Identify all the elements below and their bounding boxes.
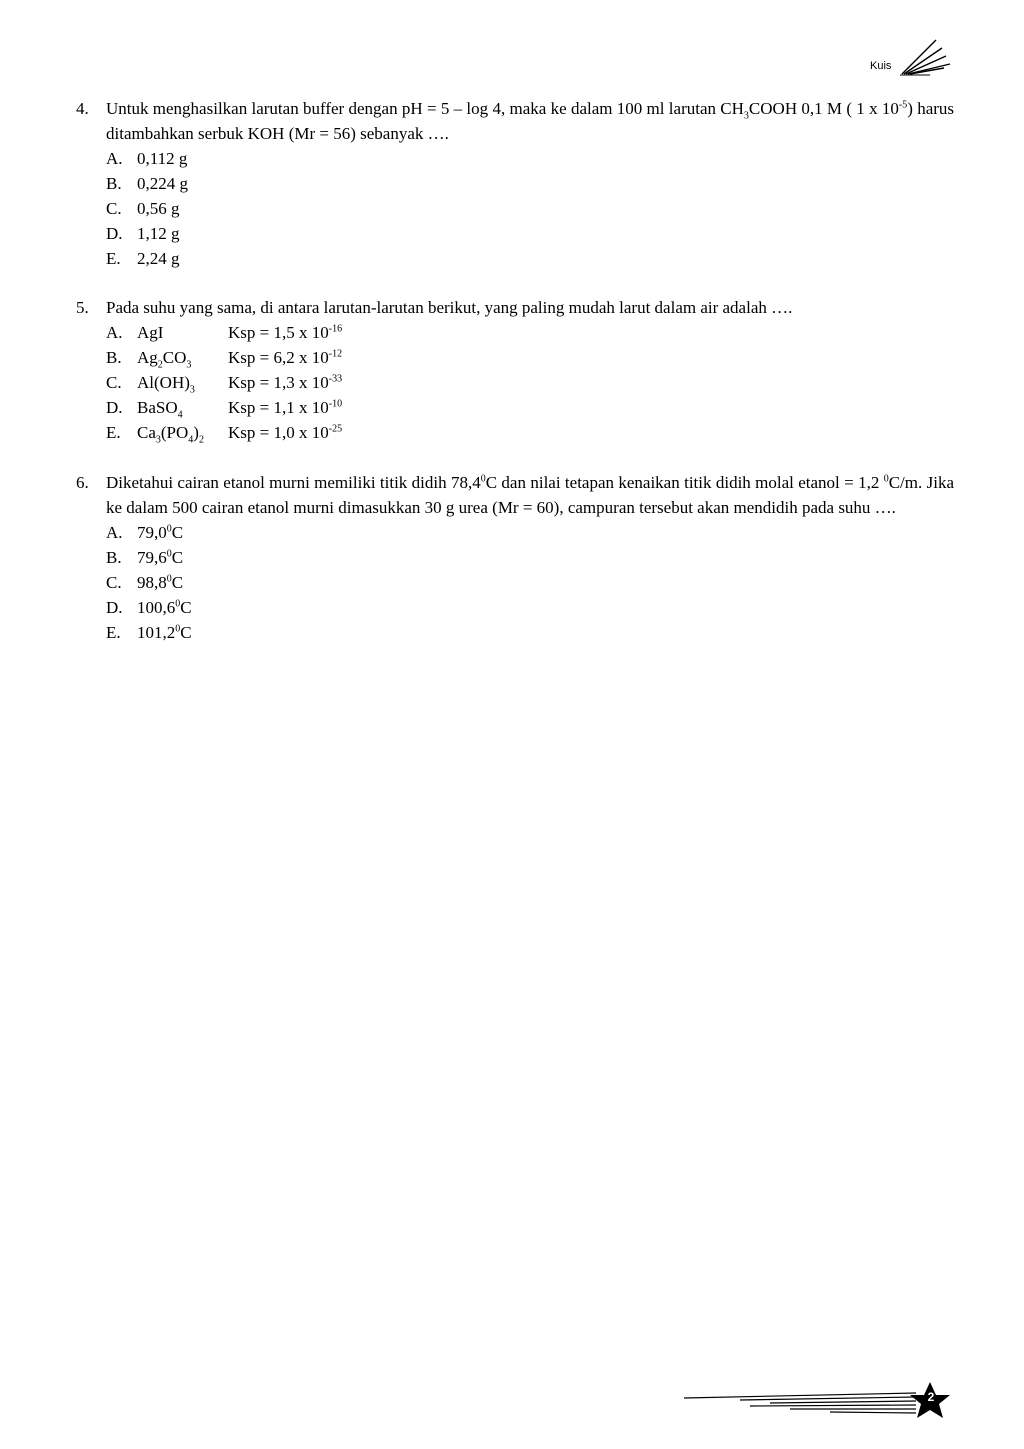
shooting-star-icon — [680, 1380, 960, 1430]
question-number: 5. — [76, 298, 89, 317]
page-number: 2 — [927, 1390, 935, 1404]
question-number: 6. — [76, 473, 89, 492]
answer-option-c: C. $Al(OH)_3$ Ksp = 1,3 x $10^{-33}$ — [106, 373, 343, 396]
answer-option-a: A. 79,0$^0$C — [106, 523, 184, 542]
question-number: 4. — [76, 99, 89, 118]
question-4 — [76, 96, 954, 271]
shooting-lines-logo-icon — [900, 38, 952, 78]
question-text: Pada suhu yang sama, di antara larutan-larutan berikut, yang paling mudah larut dalam air adalah …. — [106, 298, 793, 317]
answer-option-b: B. 79,6$^0$C — [106, 548, 184, 567]
question-5 — [76, 295, 954, 445]
answer-option-c: C. 98,8$^0$C — [106, 573, 184, 592]
answer-option-a: A. 0,112 g — [106, 149, 188, 168]
answer-option-b: B. 0,224 g — [106, 174, 188, 193]
answer-option-e: E. 101,2$^0$C — [106, 623, 192, 642]
answer-option-e: E. $Ca_3(PO_4)_2$ Ksp = 1,0 x $10^{-25}$ — [106, 423, 343, 446]
answer-option-a: A. AgI Ksp = 1,5 x $10^{-16}$ — [106, 323, 343, 342]
answer-option-c: C. 0,56 g — [106, 199, 180, 218]
answer-option-b: B. $Ag_2CO_3$ Ksp = 6,2 x $10^{-12}$ — [106, 348, 343, 371]
answer-option-d: D. 100,6$^0$C — [106, 598, 192, 617]
answer-option-e: E. 2,24 g — [106, 249, 180, 268]
header-label: Kuis — [870, 60, 892, 72]
question-text: Diketahui cairan etanol murni memiliki titik didih 78,4$^0$C dan nilai tetapan kenaikan titik didih molal etanol = 1,2 $^0$C/m. Jika ke dalam 500 cairan etanol murni dimasukkan 30 g urea (Mr = 60), campuran tersebut akan mendidih pada suhu …. — [106, 473, 954, 517]
question-text: Untuk menghasilkan larutan buffer dengan pH = 5 – log 4, maka ke dalam 100 ml larutan $CH_3COOH$ 0,1 M ( 1 x $10^{-5}$) harus ditambahkan serbuk KOH (Mr = 56) sebanyak …. — [106, 99, 955, 143]
answer-option-d: D. 1,12 g — [106, 224, 180, 243]
question-6 — [76, 470, 954, 645]
answer-option-d: D. BaSO$_4$ Ksp = 1,1 x $10^{-10}$ — [106, 398, 343, 421]
